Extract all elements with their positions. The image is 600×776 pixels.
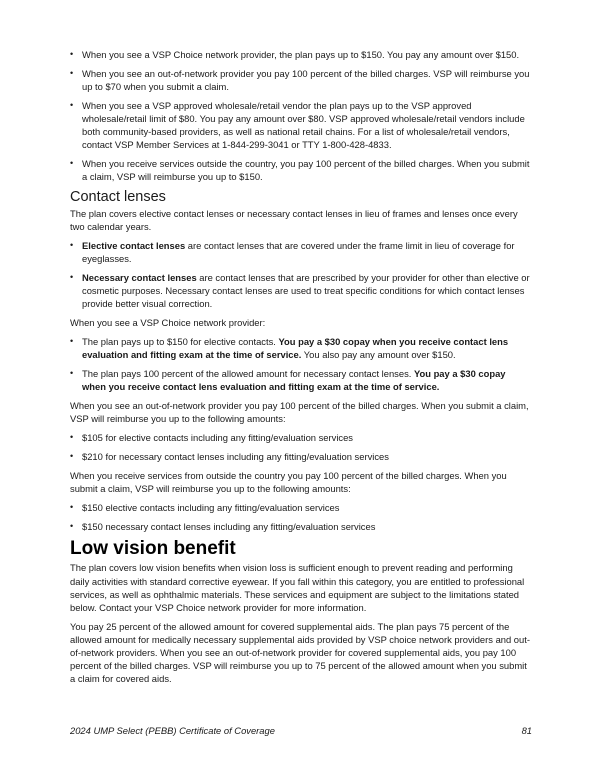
abroad-list (70, 501, 532, 533)
page-footer (70, 724, 532, 737)
list-item: • $150 necessary contact lenses including any fitting/evaluation services (70, 520, 532, 533)
list-item: • $210 for necessary contact lenses including any fitting/evaluation services (70, 450, 532, 463)
out-of-network-list (70, 431, 532, 463)
list-item (70, 335, 532, 361)
definition-text: are contact lenses that are covered under the frame limit in lieu of coverage for eyeglasses. (82, 240, 515, 265)
low-vision-paragraph: You pay 25 percent of the allowed amount for covered supplemental aids. The plan pays 75 percent of the allowed amount for medically necessary supplemental aids provided by VSP choice network providers and out-of-network providers. When you see an out-of-network provider for covered supplemental aids, you pay 100 percent of the billed charges. VSP will reimburse you up to 75 percent of the allowed amount when you submit a claim for covered aids. (70, 620, 530, 685)
network-intro: When you see a VSP Choice network provider: (70, 317, 266, 329)
contact-lens-definitions (70, 239, 532, 310)
item-text: The plan pays 100 percent of the allowed amount for necessary contact lenses. (82, 367, 414, 379)
definition-term: Necessary contact lenses (82, 272, 197, 283)
contact-lenses-heading: Contact lenses (70, 189, 166, 206)
low-vision-heading: Low vision benefit (70, 538, 236, 560)
page-content (70, 48, 532, 691)
list-item: • When you see an out-of-network provider you pay 100 percent of the billed charges. VSP will reimburse you up to $70 when you submit a claim. (70, 67, 532, 93)
list-item (70, 239, 532, 265)
page-number: 81 (521, 725, 532, 736)
abroad-intro: When you receive services from outside the country you pay 100 percent of the billed charges. When you submit a claim, VSP will reimburse you up to the following amounts: (70, 469, 507, 494)
list-item (70, 367, 532, 393)
low-vision-paragraph: The plan covers low vision benefits when vision loss is sufficient enough to prevent reading and performing daily activities with standard corrective eyewear. If you fall within this category, you are entitled to professional services, as well as ophthalmic materials. These services and equipment are subject to the limitations stated below. Contact your VSP Choice network provider for more information. (70, 562, 525, 613)
contact-lenses-intro: The plan covers elective contact lenses or necessary contact lenses in lieu of frames and lenses once every two calendar years. (70, 208, 518, 233)
network-contact-list (70, 335, 532, 393)
list-item: • $150 elective contacts including any fitting/evaluation services (70, 501, 532, 514)
vision-cost-list (70, 48, 532, 183)
item-emphasis: You pay a $30 copay when you receive contact lens evaluation and fitting exam at the time of service. (82, 367, 506, 393)
list-item: • $105 for elective contacts including any fitting/evaluation services (70, 431, 532, 444)
item-text: The plan pays up to $150 for elective contacts. (82, 335, 279, 347)
definition-term: Elective contact lenses (82, 240, 186, 252)
list-item (70, 271, 532, 310)
definition-text: are contact lenses that are prescribed by your provider for other than elective or cosmetic purposes. Necessary contact lenses are used to treat specific conditions for which contact lenses provide better visual correction. (82, 272, 530, 310)
list-item: • When you receive services outside the country, you pay 100 percent of the billed charges. When you submit a claim, VSP will reimburse you up to $150. (70, 157, 532, 183)
list-item: • When you see a VSP approved wholesale/retail vendor the plan pays up to the VSP approved wholesale/retail limit of $80. You pay any amount over $80. VSP approved wholesale/retail vendors include both community-based providers, as well as national retail chains. For a list of wholesale/retail vendors, contact VSP Member Services at 1-844-299-3041 or TTY 1-800-428-4833. (70, 99, 532, 151)
item-tail: You also pay any amount over $150. (301, 349, 456, 361)
list-item: • When you see a VSP Choice network provider, the plan pays up to $150. You pay any amount over $150. (70, 48, 532, 61)
item-emphasis: You pay a $30 copay when you receive contact lens evaluation and fitting exam at the time of service. (82, 335, 509, 361)
footer-title: 2024 UMP Select (PEBB) Certificate of Coverage (70, 725, 275, 736)
out-of-network-intro: When you see an out-of-network provider you pay 100 percent of the billed charges. When you submit a claim, VSP will reimburse you up to the following amounts: (70, 399, 529, 425)
